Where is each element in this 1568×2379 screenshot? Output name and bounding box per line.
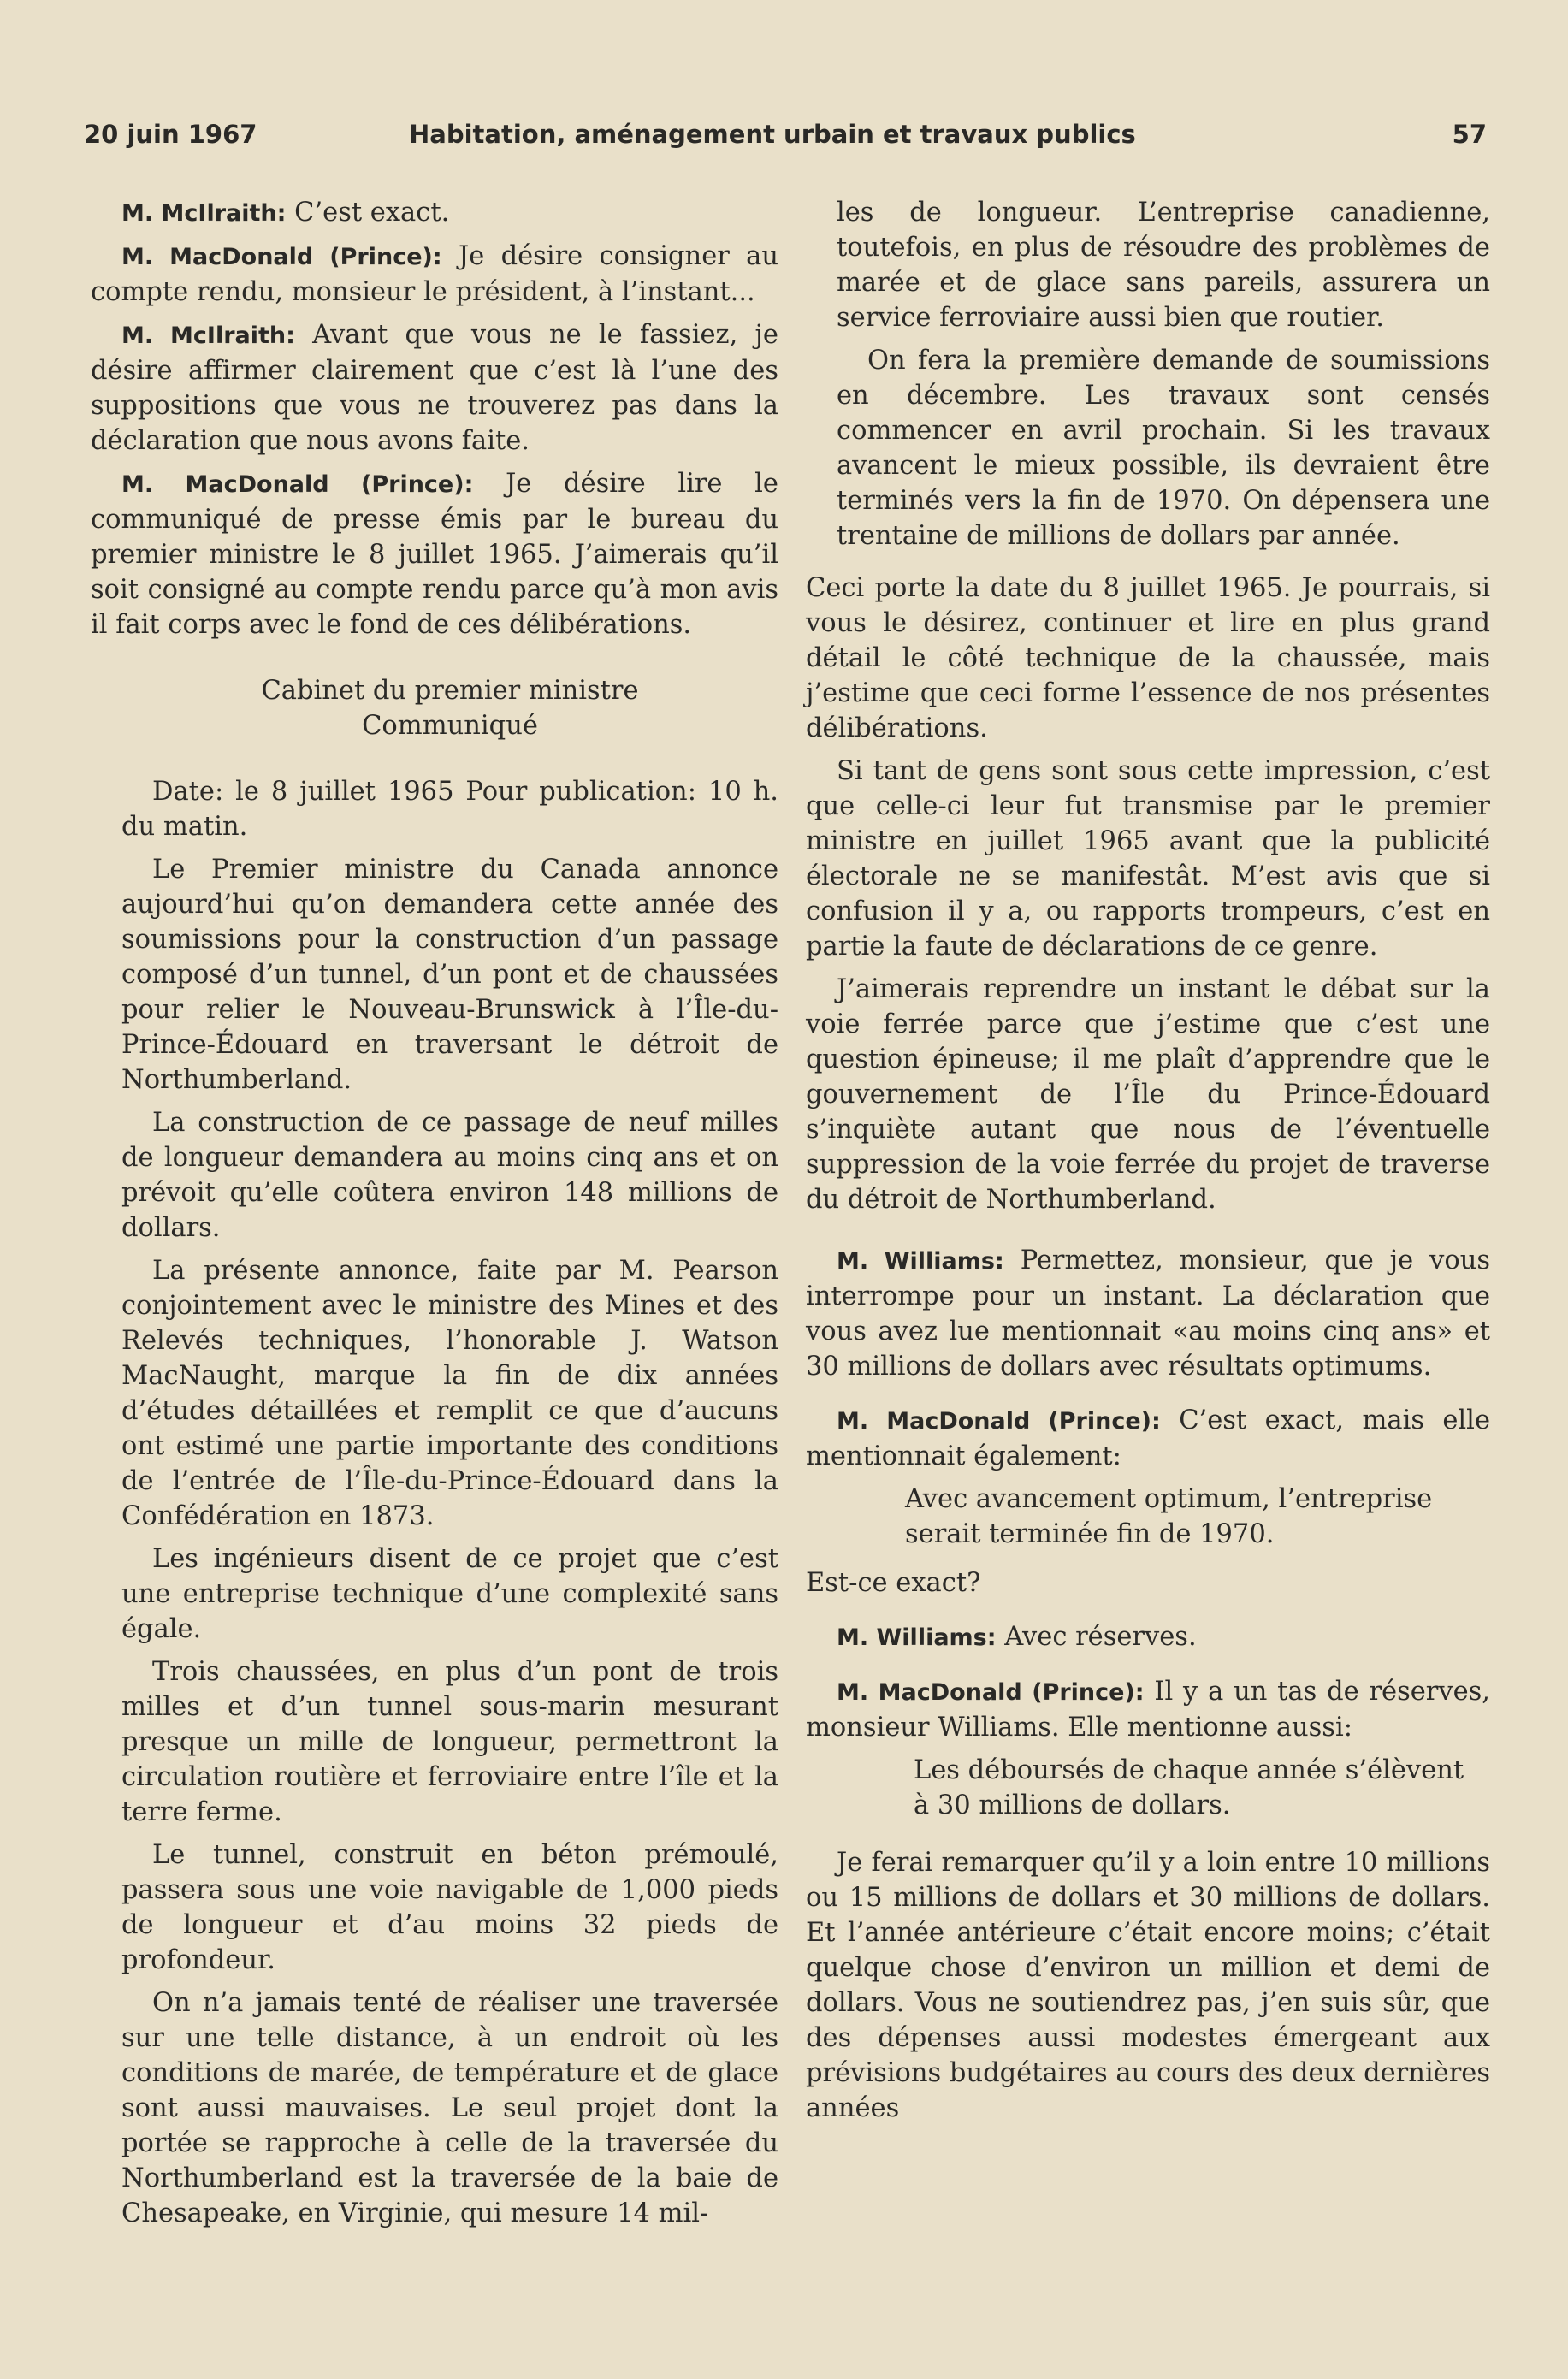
release-heading: Cabinet du premier ministre	[261, 676, 639, 706]
paragraph: M. MacDonald (Prince): Je désire lire le communiqué de presse émis par le bureau du premier ministre le 8 juillet 1965. J’aimerais qu’il soit consigné au compte rendu parce qu’à mon avis il fait corps avec le fond de ces délibérations.	[91, 469, 778, 640]
release-paragraph: La présente annonce, faite par M. Pearson conjointement avec le ministre des Mines et des Relevés techniques, l’honorable J. Watson MacNaught, marque la fin de dix années d’études détaillées et remplit ce que d’aucuns ont estimé une partie importante des conditions de l’entrée de l’Île-du-Prince-Édouard dans la Confédération en 1873.	[121, 1256, 778, 1531]
paragraph: Ceci porte la date du 8 juillet 1965. Je pourrais, si vous le désirez, continuer et lire en plus grand détail le côté technique de la chaussée, mais j’estime que ceci forme l’essence de nos présentes délibérations.	[806, 573, 1490, 743]
right-column	[806, 195, 1490, 2133]
release-paragraph: Le Premier ministre du Canada annonce aujourd’hui qu’on demandera cette année des soumissions pour la construction d’un passage composé d’un tunnel, d’un pont et de chaussées pour relier le Nouveau-Brunswick à l’Île-du-Prince-Édouard en traversant le détroit de Northumberland.	[121, 855, 778, 1095]
release-subheading: Communiqué	[362, 711, 538, 741]
release-paragraph: On fera la première demande de soumissions en décembre. Les travaux sont censés commencer en avril prochain. Si les travaux avancent le mieux possible, ils devraient être terminés vers la fin de 1970. On dépensera une trentaine de millions de dollars par année.	[837, 346, 1490, 551]
speaker-name: M. MacDonald (Prince):	[121, 471, 474, 498]
paragraph: M. MacDonald (Prince): Je désire consigner au compte rendu, monsieur le président, à l’instant...	[91, 241, 778, 307]
release-paragraph: Date: le 8 juillet 1965 Pour publication: 10 h. du matin.	[121, 777, 778, 842]
paragraph: Je ferai remarquer qu’il y a loin entre 10 millions ou 15 millions de dollars et 30 millions de dollars. Et l’année antérieure c’était encore moins; c’était quelque chose d’environ un million et demi de dollars. Vous ne soutiendrez pas, j’en suis sûr, que des dépenses aussi modestes émergeant aux prévisions budgétaires au cours des deux dernières années	[806, 1848, 1490, 2123]
speaker-name: M. Williams:	[837, 1624, 997, 1651]
speaker-name: M. McIlraith:	[121, 200, 287, 227]
paragraph: M. MacDonald (Prince): C’est exact, mais elle mentionnait également:	[806, 1406, 1490, 1471]
quoted-statement: Avec avancement optimum, l’entreprise serait terminée fin de 1970.	[905, 1484, 1433, 1549]
quoted-statement: Les déboursés de chaque année s’élèvent à 30 millions de dollars.	[914, 1755, 1464, 1820]
release-paragraph: Le tunnel, construit en béton prémoulé, passera sous une voie navigable de 1,000 pieds de longueur et d’au moins 32 pieds de profondeur.	[121, 1840, 778, 1975]
paragraph: J’aimerais reprendre un instant le débat sur la voie ferrée parce que j’estime que c’est une question épineuse; il me plaît d’apprendre que le gouvernement de l’Île du Prince-Édouard s’inquiète autant que nous de l’éventuelle suppression de la voie ferrée du projet de traverse du détroit de Northumberland.	[806, 974, 1490, 1215]
paragraph: Si tant de gens sont sous cette impression, c’est que celle-ci leur fut transmise par le premier ministre en juillet 1965 avant que la publicité électorale ne se manifestât. M’est avis que si confusion il y a, ou rapports trompeurs, c’est en partie la faute de déclarations de ce genre.	[806, 756, 1490, 962]
release-paragraph: Les ingénieurs disent de ce projet que c’est une entreprise technique d’une complexité sans égale.	[121, 1544, 778, 1644]
left-column	[91, 195, 778, 2239]
speaker-name: M. McIlraith:	[121, 323, 295, 349]
paragraph: M. MacDonald (Prince): Il y a un tas de réserves, monsieur Williams. Elle mentionne aussi:	[806, 1677, 1490, 1743]
running-header	[84, 120, 1487, 163]
paragraph: Est-ce exact?	[806, 1568, 981, 1598]
header-date: 20 juin 1967	[84, 120, 257, 149]
speaker-name: M. MacDonald (Prince):	[121, 244, 442, 270]
speaker-name: M. Williams:	[837, 1248, 1004, 1275]
press-release-quote-continued	[806, 195, 1490, 553]
release-paragraph: On n’a jamais tenté de réaliser une traversée sur une telle distance, à un endroit où les conditions de marée, de température et de glace sont aussi mauvaises. Le seul projet dont la portée se rapproche à celle de la traversée du Northumberland est la traversée de la baie de Chesapeake, en Virginie, qui mesure 14 mil-	[121, 1988, 778, 2228]
speaker-name: M. MacDonald (Prince):	[837, 1408, 1161, 1435]
speaker-name: M. MacDonald (Prince):	[837, 1679, 1145, 1706]
paragraph: M. McIlraith: Avant que vous ne le fassiez, je désire affirmer clairement que c’est là l’une des suppositions que vous ne trouverez pas dans la déclaration que nous avons faite.	[91, 320, 778, 456]
header-title: Habitation, aménagement urbain et travaux publics	[409, 120, 1136, 149]
release-paragraph: les de longueur. L’entreprise canadienne, toutefois, en plus de résoudre des problèmes de marée et de glace sans pareils, assurera un service ferroviaire aussi bien que routier.	[837, 198, 1490, 333]
paragraph: M. Williams: Avec réserves.	[837, 1622, 1197, 1652]
paragraph: M. Williams: Permettez, monsieur, que je vous interrompe pour un instant. La déclaration que vous avez lue mentionnait «au moins cinq ans» et 30 millions de dollars avec résultats optimums.	[806, 1246, 1490, 1382]
release-paragraph: La construction de ce passage de neuf milles de longueur demandera au moins cinq ans et on prévoit qu’elle coûtera environ 148 millions de dollars.	[121, 1108, 778, 1243]
release-paragraph: Trois chaussées, en plus d’un pont de trois milles et d’un tunnel sous-marin mesurant presque un mille de longueur, permettront la circulation routière et ferroviaire entre l’île et la terre ferme.	[121, 1657, 778, 1827]
paragraph: M. McIlraith: C’est exact.	[121, 198, 450, 228]
press-release-quote	[91, 673, 778, 2231]
page-number: 57	[1452, 120, 1487, 149]
